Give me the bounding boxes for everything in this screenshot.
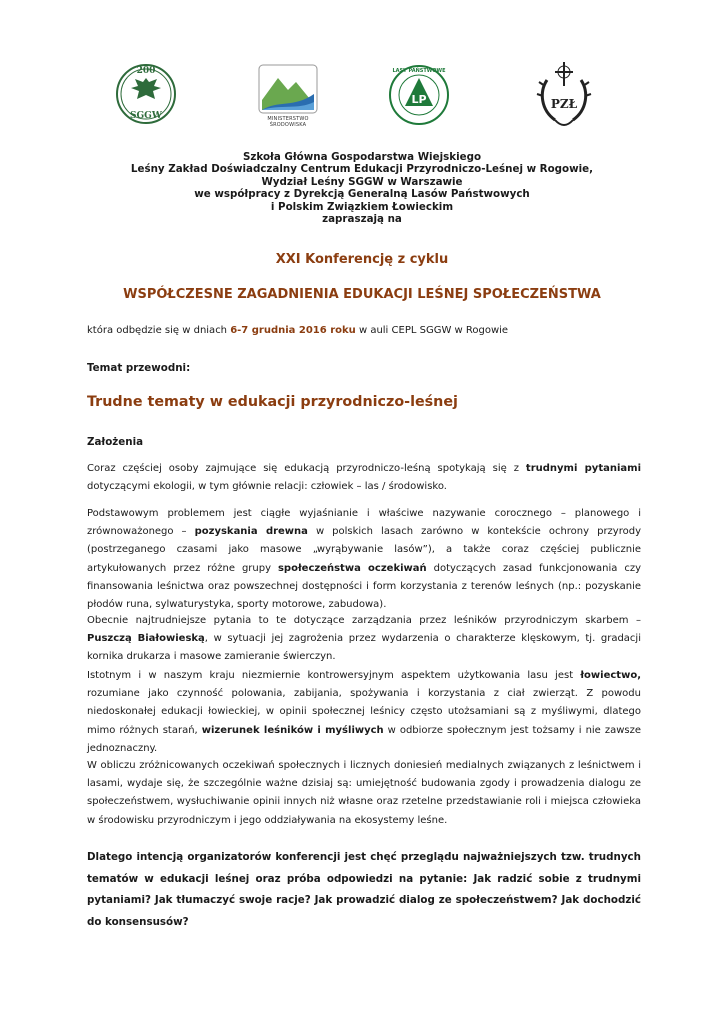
paragraph-3	[87, 612, 641, 667]
paragraph-6: Dlatego intencją organizatorów konferencji jest chęć przeglądu najważniejszych tzw. trudnych tematów w edukacji leśnej oraz próba odpowiedzi na pytanie: Jak radzić sobie z trudnymi pytaniami? Jak tłumaczyć swoje racje? Jak prowadzić dialog ze społeczeństwem? Jak dochodzić do konsensusów?	[87, 851, 641, 928]
bold-run: wizerunek leśników i myśliwych	[201, 724, 384, 736]
lasy-panstwowe-logo	[388, 62, 450, 128]
text-run: , w sytuacji jej zagrożenia przez wydarzenia o charakterze klęskowym, tj. gradacji kornika drukarza i masowe zamieranie świerczyn.	[87, 633, 641, 663]
text-run: Podstawowym problemem jest ciągłe wyjaśnianie i właściwe nazywanie corocznego – planowego i zrównoważonego –	[87, 508, 641, 538]
paragraph-5: W obliczu zróżnicowanych oczekiwań społecznych i licznych doniesień medialnych związanych z leśnictwem i lasami, wydaje się, że szczególnie ważne dzisiaj są: umiejętność budowania zgody i prowadzenia dialogu ze społeczeństwem, wysłuchiwanie opinii innych niż własne oraz rzetelne przedstawianie roli i miejsca człowieka w środowisku przyrodniczym i jego oddziaływania na ekosystemy leśne.	[87, 760, 641, 826]
ministerstwo-logo	[258, 64, 318, 128]
bold-run: społeczeństwa oczekiwań	[277, 562, 427, 574]
lp-mark: LP	[411, 93, 427, 106]
logo-row	[0, 60, 724, 140]
theme-label: Temat przewodni:	[87, 362, 191, 374]
dates-before: która odbędzie się w dniach	[87, 325, 231, 336]
pzl-logo	[533, 58, 595, 134]
bold-run: Puszczą Białowieską	[87, 633, 205, 645]
paragraph-2	[87, 505, 641, 614]
sggw-200: 200	[136, 66, 156, 76]
assumptions-heading: Założenia	[87, 436, 144, 448]
bold-run: trudnymi pytaniami	[525, 463, 641, 474]
conference-title: XXI Konferencję z cyklu	[275, 252, 449, 267]
text-run: dotyczącymi ekologii, w tym głównie relacji: człowiek – las / środowisko.	[87, 481, 447, 493]
dates-line	[87, 325, 508, 336]
text-run: Coraz częściej osoby zajmujące się edukacją przyrodniczo-leśną spotykają się z	[87, 463, 526, 474]
dates-after: w auli CEPL SGGW w Rogowie	[355, 325, 509, 336]
sggw-label: SGGW	[130, 111, 162, 121]
paragraph-1	[87, 460, 641, 496]
text-run: rozumiane jako czynność polowania, zabijania, spożywania i korzystania z ciał zwierząt. Z powodu niedoskonałej edukacji łowieckiej, w opinii społecznej leśnicy często utożsamiani są z myśliwymi, dlatego mimo różnych starań,	[87, 688, 641, 736]
text-run: w odbiorze społecznym jest tożsamy i nie zawsze jednoznaczny.	[87, 724, 641, 754]
organizers-block	[100, 151, 624, 225]
conference-subtitle: WSPÓŁCZESNE ZAGADNIENIA EDUKACJI LEŚNEJ SPOŁECZEŃSTWA	[123, 287, 601, 302]
bold-run: pozyskania drewna	[194, 526, 308, 538]
text-run: Istotnym i w naszym kraju niezmiernie kontrowersyjnym aspektem użytkowania lasu jest	[87, 670, 581, 681]
intro-line: Szkoła Główna Gospodarstwa Wiejskiego	[242, 151, 482, 163]
intro-line: we współpracy z Dyrekcją Generalną Lasów Państwowych	[194, 188, 530, 201]
pzl-label: PZŁ	[550, 97, 578, 111]
paragraph-4	[87, 667, 641, 758]
ministerstwo-label: MINISTERSTWO ŚRODOWISKA	[267, 116, 309, 128]
sggw-logo	[114, 60, 178, 132]
intro-line: zapraszają na	[322, 213, 402, 226]
intro-line: Wydział Leśny SGGW w Warszawie	[261, 175, 463, 188]
lp-label: LASY PAŃSTWOWE	[392, 68, 446, 74]
text-run: w polskich lasach zarówno w kontekście ochrony przyrody (postrzeganego czasami jako masowe „wyrąbywanie lasów”), a także coraz częściej publicznie artykułowanych przez różne grupy	[87, 526, 641, 574]
intro-line: Leśny Zakład Doświadczalny Centrum Edukacji Przyrodniczo-Leśnej w Rogowie,	[130, 163, 594, 176]
bold-run: łowiectwo,	[580, 670, 641, 681]
text-run: Obecnie najtrudniejsze pytania to te dotyczące zarządzania przez leśników przyrodniczym skarbem –	[87, 615, 641, 626]
intro-line: i Polskim Związkiem Łowieckim	[270, 200, 454, 213]
dates-highlight: 6-7 grudnia 2016 roku	[230, 325, 356, 336]
text-run: dotyczących zasad funkcjonowania czy finansowania leśnictwa oraz powszechnej dostępności i form korzystania z terenów leśnych (np.: pozyskanie płodów runa, sylwaturystyka, sporty motorowe, zabudowa).	[87, 562, 641, 611]
theme-title: Trudne tematy w edukacji przyrodniczo-leśnej	[87, 394, 458, 410]
